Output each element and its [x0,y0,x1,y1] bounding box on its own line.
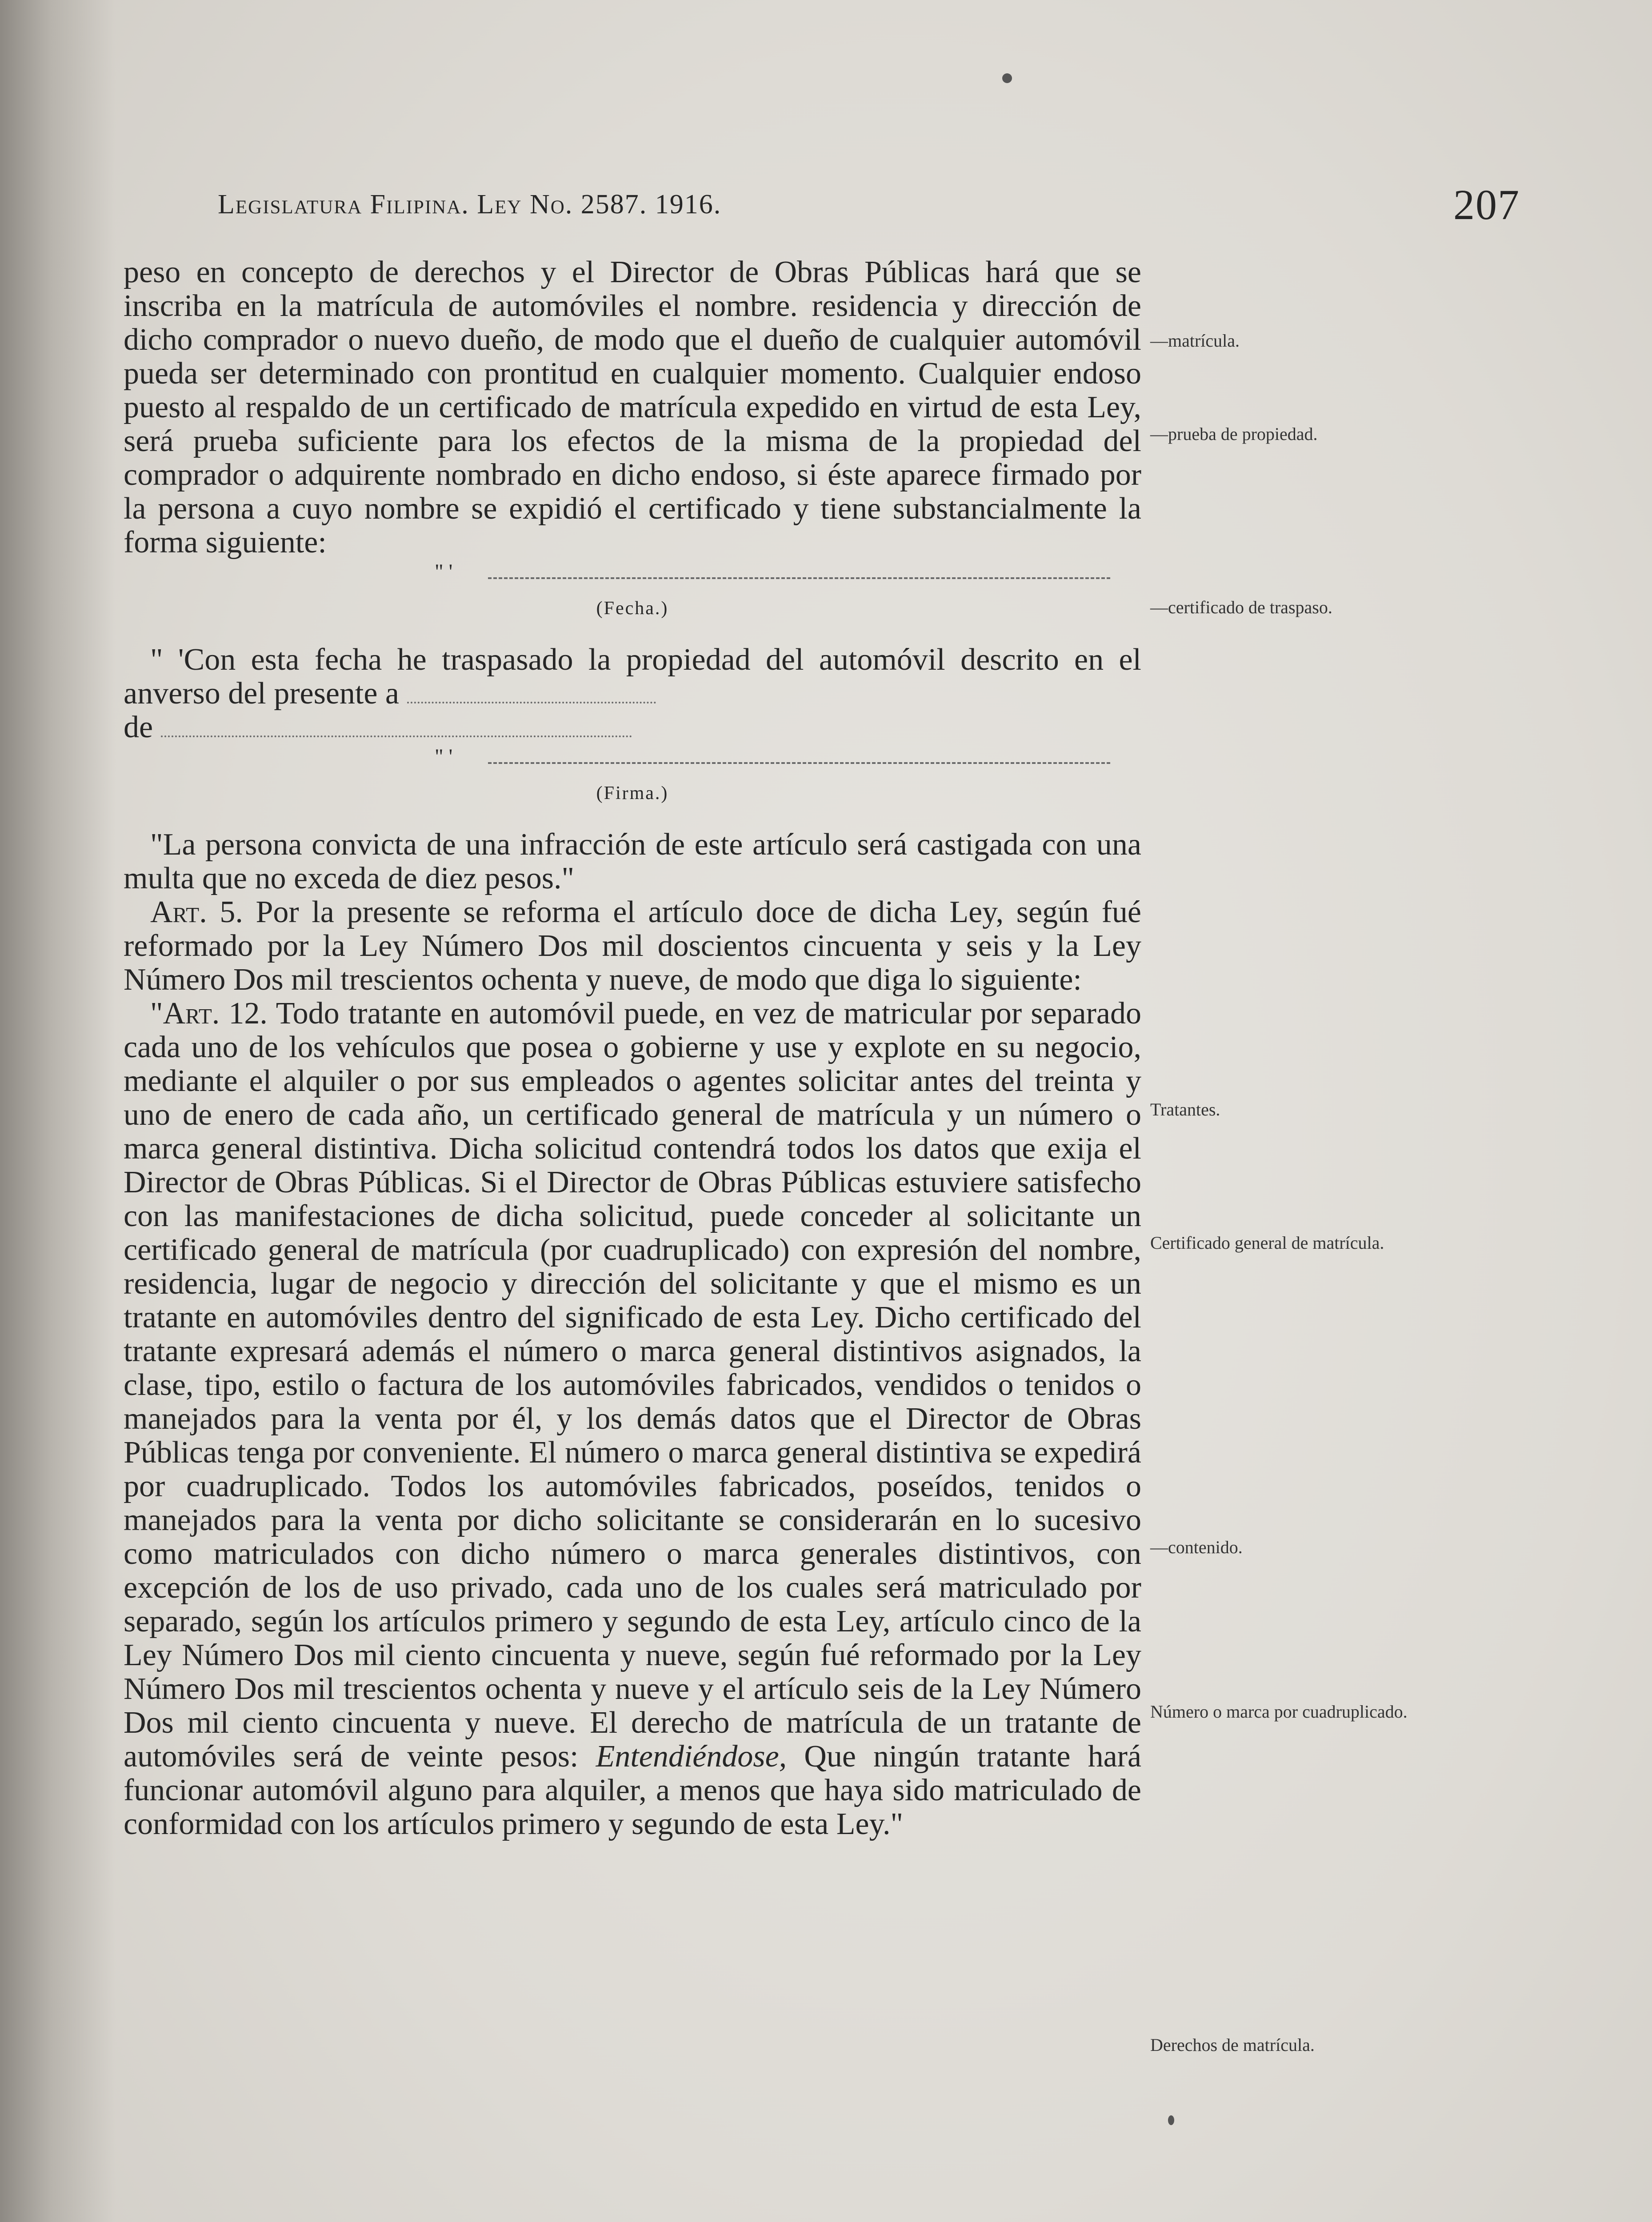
endorsement-line-1: " 'Con esta fecha he traspasado la propiedad del automóvil descrito en el anverso del presente a [124,643,1141,711]
firma-quote-mark: " ' [435,745,453,768]
margin-note-tratantes: Tratantes. [1150,1099,1220,1119]
article-12-proviso: Que ningún tratante hará funcionar automóvil alguno para alquiler, a menos que haya sido matriculado de conformidad con los artículos primero y segundo de esta Ley." [124,1739,1142,1841]
article-5-text: Por la presente se reforma el artículo doce de dicha Ley, según fué reformado por la Ley Número Dos mil doscientos cincuenta y seis y la Ley Número Dos mil trescientos ochenta y nueve, de modo que diga lo siguiente: [124,895,1142,997]
firma-line [124,744,1141,771]
margin-note-numero-marca: Número o marca por cuadruplicado. [1150,1702,1408,1722]
running-title: Legislatura Filipina. Ley No. 2587. 1916. [218,189,722,220]
fecha-caption: (Fecha.) [596,598,669,619]
scan-speck [1168,2115,1174,2125]
margin-note-certificado-traspaso: —certificado de traspaso. [1150,597,1332,617]
paragraph-registration: peso en concepto de derechos y el Director de Obras Públicas hará que se inscriba en la matrícula de automóviles el nombre. residencia y dirección de dicho comprador o nuevo dueño, de modo que el dueño de cualquier automóvil pueda ser determinado con prontitud en cualquier momento. Cualquier endoso puesto al respaldo de un certificado de matrícula expedido en virtud de esta Ley, será prueba suficiente para los efectos de la misma de la propiedad del comprador o adquirente nombrado en dicho endoso, si éste aparece firmado por la persona a cuyo nombre se expidió el certificado y tiene substancialmente la forma siguiente: [124,255,1141,559]
article-12-label: "Art. 12. [150,996,268,1031]
paragraph-article-5 [124,895,1141,997]
page-header [129,176,1520,238]
book-gutter-shadow [0,0,116,2222]
fecha-quote-mark: " ' [435,560,453,583]
firma-dashed-line [488,762,1110,764]
article-5-label: Art. 5. [150,895,243,929]
main-text [124,256,1141,1841]
blank-recipient [407,693,656,703]
margin-note-contenido: —contenido. [1150,1537,1243,1557]
firma-caption: (Firma.) [596,783,669,803]
paragraph-penalty: "La persona convicta de una infracción de este artículo será castigada con una multa que no exceda de diez pesos." [124,827,1141,895]
paragraph-article-12 [124,997,1141,1841]
margin-note-matricula: —matrícula. [1150,331,1240,351]
margin-note-certificado-general: Certificado general de matrícula. [1150,1233,1384,1253]
margin-note-derechos: Derechos de matrícula. [1150,2035,1315,2055]
endorsement-line-2-row [124,711,1141,744]
endorsement-line-2: de [124,710,153,744]
fecha-dashed-line [488,577,1110,579]
scan-speck [1002,73,1012,83]
article-12-text: Todo tratante en automóvil puede, en vez de matricular por separado cada uno de los vehículos que posea o gobierne y use y explote en su negocio, mediante el alquiler o por sus empleados o agentes solicitar antes del treinta y uno de enero de cada año, un certificado general de matrícula y un número o marca general distintiva. Dicha solicitud contendrá todos los datos que exija el Director de Obras Públicas. Si el Director de Obras Públicas estuviere satisfecho con las manifestaciones de dicha solicitud, puede conceder al solicitante un certificado general de matrícula (por cuadruplicado) con expresión del nombre, residencia, lugar de negocio y dirección del solicitante y que el mismo es un tratante en automóviles dentro del significado de esta Ley. Dicho certificado del tratante expresará además el número o marca general distintivos asignados, la clase, tipo, estilo o factura de los automóviles fabricados, vendidos o tenidos o manejados para la venta por él, y los demás datos que el Director de Obras Públicas tenga por conveniente. El número o marca general distintiva se expedirá por cuadruplicado. Todos los automóviles fabricados, poseídos, tenidos o manejados para la venta por dicho solicitante se considerarán en lo sucesivo como matriculados con dicho número o marca generales distintivos, con excepción de los de uso privado, cada uno de los cuales será matriculado por separado, según los artículos primero y segundo de esta Ley, artículo cinco de la Ley Número Dos mil ciento cincuenta y nueve, según fué reformado por la Ley Número Dos mil trescientos ochenta y nueve y el artículo seis de la Ley Número Dos mil ciento cincuenta y nueve. El derecho de matrícula de un tratante de automóviles será de veinte pesos: [124,996,1142,1774]
proviso-italic: Entendiéndose, [596,1739,787,1774]
endorsement-form-text [124,643,1141,711]
margin-note-prueba: —prueba de propiedad. [1150,424,1318,444]
page-number: 207 [1453,181,1520,228]
fecha-line [124,559,1141,586]
blank-address [161,727,632,737]
